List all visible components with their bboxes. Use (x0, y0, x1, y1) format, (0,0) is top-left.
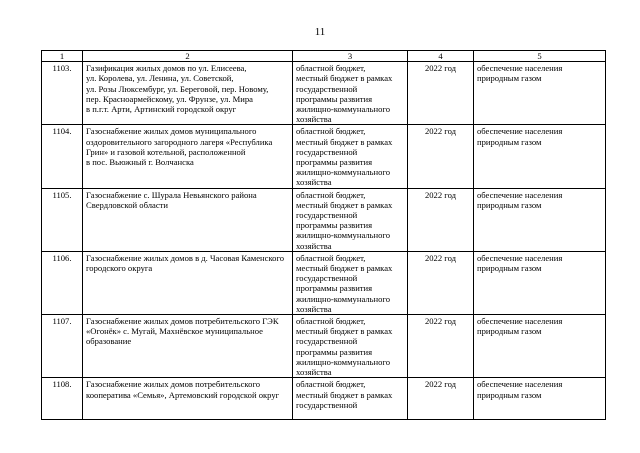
name-line: ул. Королева, ул. Ленина, ул. Советской, (86, 73, 234, 84)
name-line: в п.г.т. Арти, Артинский городской округ (86, 104, 237, 115)
completion-year: 2022 год (408, 315, 474, 378)
source-line: государственной (296, 210, 358, 221)
funding-source (293, 315, 408, 378)
name-line: в пос. Вьюжный г. Волчанска (86, 157, 194, 168)
completion-year: 2022 год (408, 188, 474, 251)
result-line: природным газом (477, 263, 542, 274)
source-line: местный бюджет в рамках (296, 326, 393, 337)
column-number-5: 5 (474, 51, 606, 62)
source-line: программы развития (296, 157, 373, 168)
source-line: областной бюджет, (296, 126, 366, 137)
source-line: программы развития (296, 283, 373, 294)
source-line: программы развития (296, 220, 373, 231)
row-number: 1105. (42, 188, 83, 251)
source-line: жилищно-коммунального (296, 230, 391, 241)
source-line: хозяйства (296, 240, 332, 251)
result-line: обеспечение населения (477, 316, 563, 327)
name-line: Газоснабжение жилых домов в д. Часовая Каменского (86, 252, 285, 263)
gasification-table (41, 50, 606, 420)
source-line: государственной (296, 146, 358, 157)
table-row (42, 125, 606, 188)
expected-result (474, 378, 606, 420)
source-line: областной бюджет, (296, 189, 366, 200)
project-name (83, 125, 293, 188)
result-line: обеспечение населения (477, 189, 563, 200)
name-line: Газоснабжение жилых домов потребительского (86, 379, 261, 390)
source-line: программы развития (296, 93, 373, 104)
table-row (42, 251, 606, 314)
name-line: оздоровительного загородного лагеря «Республика (86, 136, 273, 147)
name-line: кооператива «Семья», Артемовский городской округ (86, 389, 280, 400)
page-number: 11 (314, 26, 326, 38)
source-line: местный бюджет в рамках (296, 199, 393, 210)
name-line: Газоснабжение с. Шурала Невьянского района (86, 189, 257, 200)
source-line: жилищно-коммунального (296, 356, 391, 367)
name-line: образование (86, 336, 132, 347)
column-number-2: 2 (83, 51, 293, 62)
funding-source (293, 378, 408, 420)
result-line: природным газом (477, 389, 542, 400)
name-line: Газоснабжение жилых домов муниципального (86, 126, 257, 137)
source-line: местный бюджет в рамках (296, 136, 393, 147)
source-line: областной бюджет, (296, 316, 366, 327)
source-line: хозяйства (296, 303, 332, 314)
source-line: жилищно-коммунального (296, 167, 391, 178)
source-line: программы развития (296, 346, 373, 357)
source-line: местный бюджет в рамках (296, 263, 393, 274)
funding-source (293, 188, 408, 251)
source-line: областной бюджет, (296, 252, 366, 263)
name-line: ул. Розы Люксембург, ул. Береговой, пер. Новому, (86, 83, 269, 94)
completion-year: 2022 год (408, 125, 474, 188)
project-name (83, 315, 293, 378)
table-row (42, 378, 606, 420)
name-line: Газоснабжение жилых домов потребительского ГЭК (86, 316, 279, 327)
source-line: хозяйства (296, 177, 332, 188)
expected-result (474, 62, 606, 125)
result-line: природным газом (477, 136, 542, 147)
name-line: пер. Красноармейскому, ул. Фрунзе, ул. Мира (86, 93, 253, 104)
project-name (83, 188, 293, 251)
row-number: 1108. (42, 378, 83, 420)
source-line: государственной (296, 399, 358, 410)
column-number-3: 3 (293, 51, 408, 62)
name-line: Газификация жилых домов по ул. Елисеева, (86, 63, 247, 74)
source-line: государственной (296, 273, 358, 284)
expected-result (474, 315, 606, 378)
table-row (42, 62, 606, 125)
funding-source (293, 125, 408, 188)
source-line: государственной (296, 83, 358, 94)
source-line: государственной (296, 336, 358, 347)
row-number: 1107. (42, 315, 83, 378)
result-line: природным газом (477, 73, 542, 84)
source-line: областной бюджет, (296, 63, 366, 74)
expected-result (474, 188, 606, 251)
funding-source (293, 62, 408, 125)
source-line: жилищно-коммунального (296, 104, 391, 115)
source-line: жилищно-коммунального (296, 293, 391, 304)
funding-source (293, 251, 408, 314)
source-line: хозяйства (296, 367, 332, 378)
row-number: 1103. (42, 62, 83, 125)
row-number: 1104. (42, 125, 83, 188)
expected-result (474, 125, 606, 188)
result-line: природным газом (477, 199, 542, 210)
project-name (83, 378, 293, 420)
source-line: хозяйства (296, 114, 332, 125)
completion-year: 2022 год (408, 378, 474, 420)
source-line: областной бюджет, (296, 379, 366, 390)
source-line: местный бюджет в рамках (296, 73, 393, 84)
table-row (42, 315, 606, 378)
name-line: «Огонёк» с. Мугай, Махнёвское муниципальное (86, 326, 263, 337)
result-line: обеспечение населения (477, 252, 563, 263)
expected-result (474, 251, 606, 314)
name-line: Свердловской области (86, 199, 169, 210)
completion-year: 2022 год (408, 62, 474, 125)
name-line: Грин» и газовой котельной, расположенной (86, 146, 246, 157)
name-line: городского округа (86, 263, 153, 274)
source-line: местный бюджет в рамках (296, 389, 393, 400)
column-number-4: 4 (408, 51, 474, 62)
table-header-row (42, 51, 606, 62)
result-line: обеспечение населения (477, 63, 563, 74)
result-line: природным газом (477, 326, 542, 337)
result-line: обеспечение населения (477, 126, 563, 137)
completion-year: 2022 год (408, 251, 474, 314)
table-row (42, 188, 606, 251)
project-name (83, 62, 293, 125)
project-name (83, 251, 293, 314)
column-number-1: 1 (42, 51, 83, 62)
row-number: 1106. (42, 251, 83, 314)
result-line: обеспечение населения (477, 379, 563, 390)
